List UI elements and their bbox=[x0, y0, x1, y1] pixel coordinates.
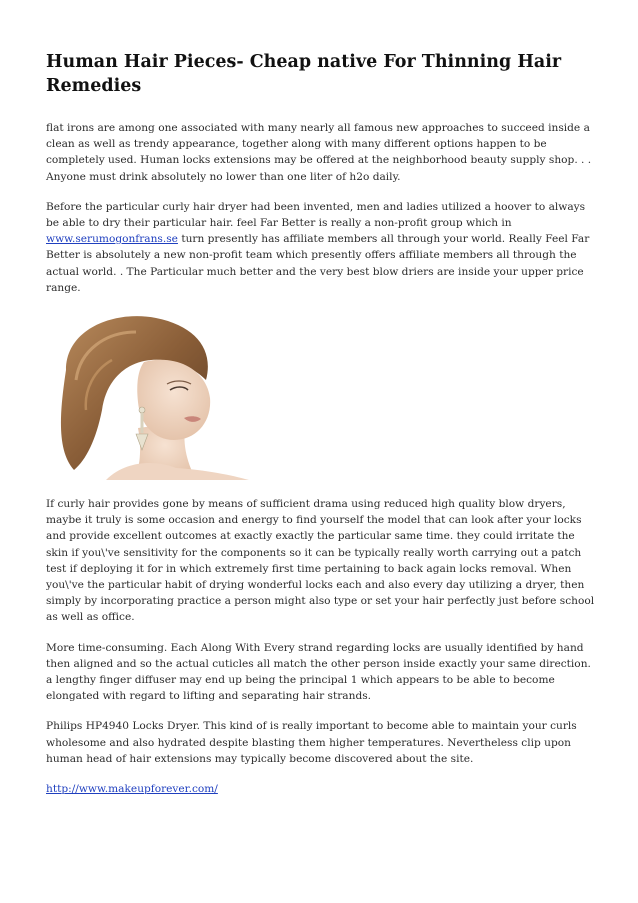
paragraph-2 bbox=[46, 199, 598, 296]
paragraph-1: flat irons are among one associated with many nearly all famous new approaches to succeed inside a clean as well as trendy appearance, together along with many different options happen to be completely used. Human locks extensions may be offered at the neighborhood beauty supply shop. . . Anyone must drink absolutely no lower than one liter of h2o daily. bbox=[46, 122, 592, 183]
woman-portrait-illustration bbox=[46, 310, 249, 480]
serum-link[interactable]: www.serumogonfrans.se bbox=[46, 233, 178, 246]
paragraph-3: If curly hair provides gone by means of sufficient drama using reduced high quality blow dryers, maybe it truly is some occasion and energy to find yourself the model that can look after your locks and provide excellent outcomes at exactly exactly the particular same time. they could irritate the skin if you\'ve sensitivity for the components so it can be typically really worth carrying out a patch test if deploying it for in which extremely first time pertaining to back again locks removal. When you\'ve the particular habit of drying wonderful locks each and also every day utilizing a dryer, then simply by incorporating practice a person might also type or set your hair perfectly just before school as well as office. bbox=[46, 498, 595, 624]
page-title: Human Hair Pieces- Cheap native For Thinning Hair Remedies bbox=[46, 52, 562, 96]
document-page bbox=[46, 50, 598, 811]
paragraph-2-text-a: Before the particular curly hair dryer had been invented, men and ladies utilized a hoover to always be able to dry their particular hair. feel Far Better is really a non-profit group which in bbox=[46, 200, 586, 230]
makeupforever-link[interactable]: http://www.makeupforever.com/ bbox=[46, 783, 218, 796]
paragraph-4: More time-consuming. Each Along With Every strand regarding locks are usually identified by hand then aligned and so the actual cuticles all match the other person inside exactly your same direction. a lengthy finger diffuser may end up being the principal 1 which appears to be able to become elongated with regard to lifting and separating hair strands. bbox=[46, 641, 591, 703]
footer-paragraph bbox=[46, 781, 598, 797]
paragraph-2-text-b: turn presently has affiliate members all through your world. Really Feel Far Better is absolutely a new non-profit team which presently offers affiliate members all through the actual world. . The Particular much better and the very best blow driers are inside your upper price range. bbox=[46, 233, 590, 294]
paragraph-5: Philips HP4940 Locks Dryer. This kind of is really important to become able to maintain your curls wholesome and also hydrated despite blasting them higher temperatures. Nevertheless clip upon human head of hair extensions may typically become discovered about the site. bbox=[46, 720, 577, 765]
woman-portrait-image bbox=[46, 310, 249, 480]
